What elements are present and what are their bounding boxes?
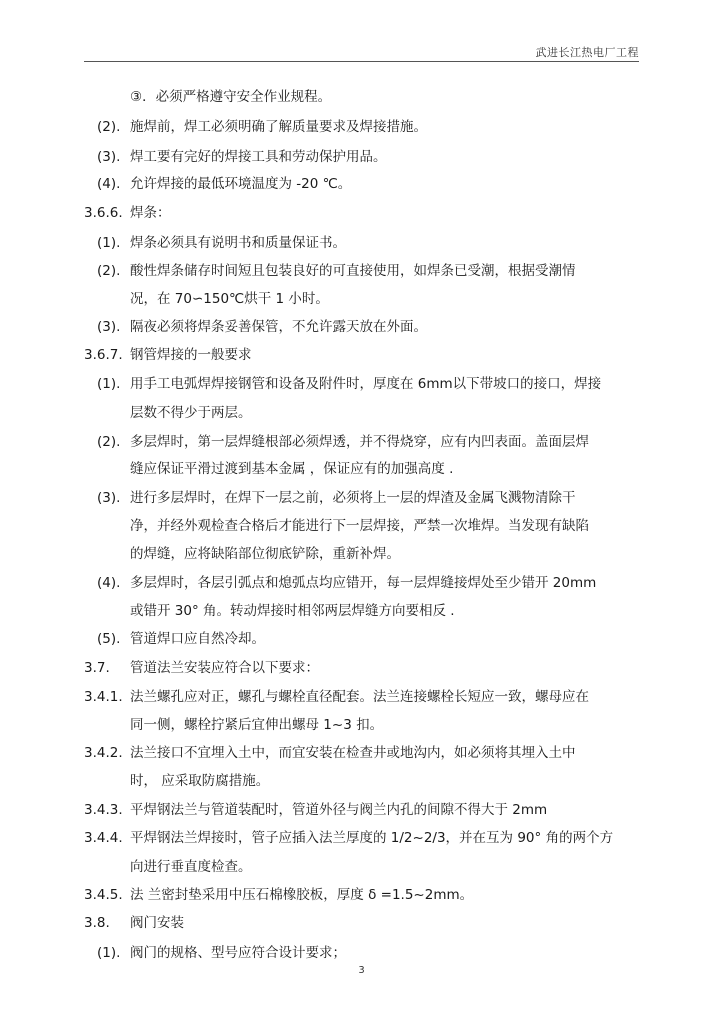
item-number: 3.4.4. <box>84 830 123 846</box>
body-text-line: 法兰接口不宜埋入土中，而宜安装在检查井或地沟内，如必须将其埋入土中 <box>130 745 576 761</box>
item-number: 3.4.1. <box>84 689 123 705</box>
item-number: (2). <box>97 263 121 279</box>
page-number: 3 <box>358 965 365 976</box>
item-number: (2). <box>97 119 121 135</box>
body-text-line: 允许焊接的最低环境温度为 -20 ℃。 <box>130 176 352 192</box>
body-text-line: 或错开 30° 角。转动焊接时相邻两层焊缝方向要相反 . <box>130 603 455 619</box>
body-text-line: 焊条必须具有说明书和质量保证书。 <box>130 235 346 251</box>
item-number: 3.6.7. <box>84 347 123 363</box>
body-text-line: 阀门安装 <box>130 915 184 931</box>
body-text-line: 多层焊时，各层引弧点和熄弧点均应错开，每一层焊缝接焊处至少错开 20mm <box>130 575 597 591</box>
body-text-line: 向进行垂直度检查。 <box>130 859 252 875</box>
body-text-line: 隔夜必须将焊条妥善保管，不允许露天放在外面。 <box>130 319 427 335</box>
item-number: (4). <box>97 176 121 192</box>
body-text-line: 况，在 70∽150℃烘干 1 小时。 <box>130 291 329 307</box>
body-text-line: 层数不得少于两层。 <box>130 405 252 421</box>
item-number: 3.4.3. <box>84 802 123 818</box>
item-number: (4). <box>97 575 121 591</box>
item-number: 3.7. <box>84 660 110 676</box>
body-text-line: 同一侧，螺栓拧紧后宜伸出螺母 1~3 扣。 <box>130 717 384 733</box>
body-text-line: 施焊前，焊工必须明确了解质量要求及焊接措施。 <box>130 119 427 135</box>
item-number: (2). <box>97 434 121 450</box>
item-number: (3). <box>97 319 121 335</box>
body-text-line: 酸性焊条储存时间短且包装良好的可直接使用，如焊条已受潮，根据受潮情 <box>130 263 576 279</box>
header-title: 武进长江热电厂工程 <box>535 46 639 59</box>
item-number: (5). <box>97 631 121 647</box>
body-text-line: 管道法兰安装应符合以下要求： <box>130 660 319 676</box>
body-text-line: ③．必须严格遵守安全作业规程。 <box>130 89 332 105</box>
body-text-line: 焊工要有完好的焊接工具和劳动保护用品。 <box>130 149 387 165</box>
body-text-line: 法 兰密封垫采用中压石棉橡胶板，厚度 δ =1.5~2mm。 <box>130 887 474 903</box>
item-number: (1). <box>97 235 121 251</box>
item-number: 3.6.6. <box>84 205 123 221</box>
item-number: (3). <box>97 149 121 165</box>
body-text-line: 钢管焊接的一般要求 <box>130 347 252 363</box>
body-text-line: 平焊钢法兰与管道装配时，管道外径与阀兰内孔的间隙不得大于 2mm <box>130 802 548 818</box>
item-number: (1). <box>97 945 121 961</box>
body-text-line: 净，并经外观检查合格后才能进行下一层焊接，严禁一次堆焊。当发现有缺陷 <box>130 518 589 534</box>
body-text-line: 用手工电弧焊焊接钢管和设备及附件时，厚度在 6mm以下带坡口的接口，焊接 <box>130 376 602 392</box>
item-number: (1). <box>97 376 121 392</box>
item-number: (3). <box>97 490 121 506</box>
body-text-line: 阀门的规格、型号应符合设计要求； <box>130 945 346 961</box>
body-text-line: 焊条： <box>130 205 171 221</box>
header-divider <box>84 61 639 62</box>
body-text-line: 法兰螺孔应对正，螺孔与螺栓直径配套。法兰连接螺栓长短应一致，螺母应在 <box>130 689 589 705</box>
body-text-line: 平焊钢法兰焊接时，管子应插入法兰厚度的 1/2~2/3，并在互为 90° 角的两个方 <box>130 830 614 846</box>
body-text-line: 多层焊时，第一层焊缝根部必须焊透，并不得烧穿，应有内凹表面。盖面层焊 <box>130 434 589 450</box>
body-text-line: 进行多层焊时，在焊下一层之前，必须将上一层的焊渣及金属飞溅物清除干 <box>130 490 576 506</box>
body-text-line: 管道焊口应自然冷却。 <box>130 631 265 647</box>
body-text-line: 缝应保证平滑过渡到基本金属 ，保证应有的加强高度 . <box>130 461 454 477</box>
body-text-line: 的焊缝，应将缺陷部位彻底铲除，重新补焊。 <box>130 546 400 562</box>
body-text-line: 时， 应采取防腐措施。 <box>130 773 270 789</box>
item-number: 3.8. <box>84 915 110 931</box>
item-number: 3.4.2. <box>84 745 123 761</box>
item-number: 3.4.5. <box>84 887 123 903</box>
